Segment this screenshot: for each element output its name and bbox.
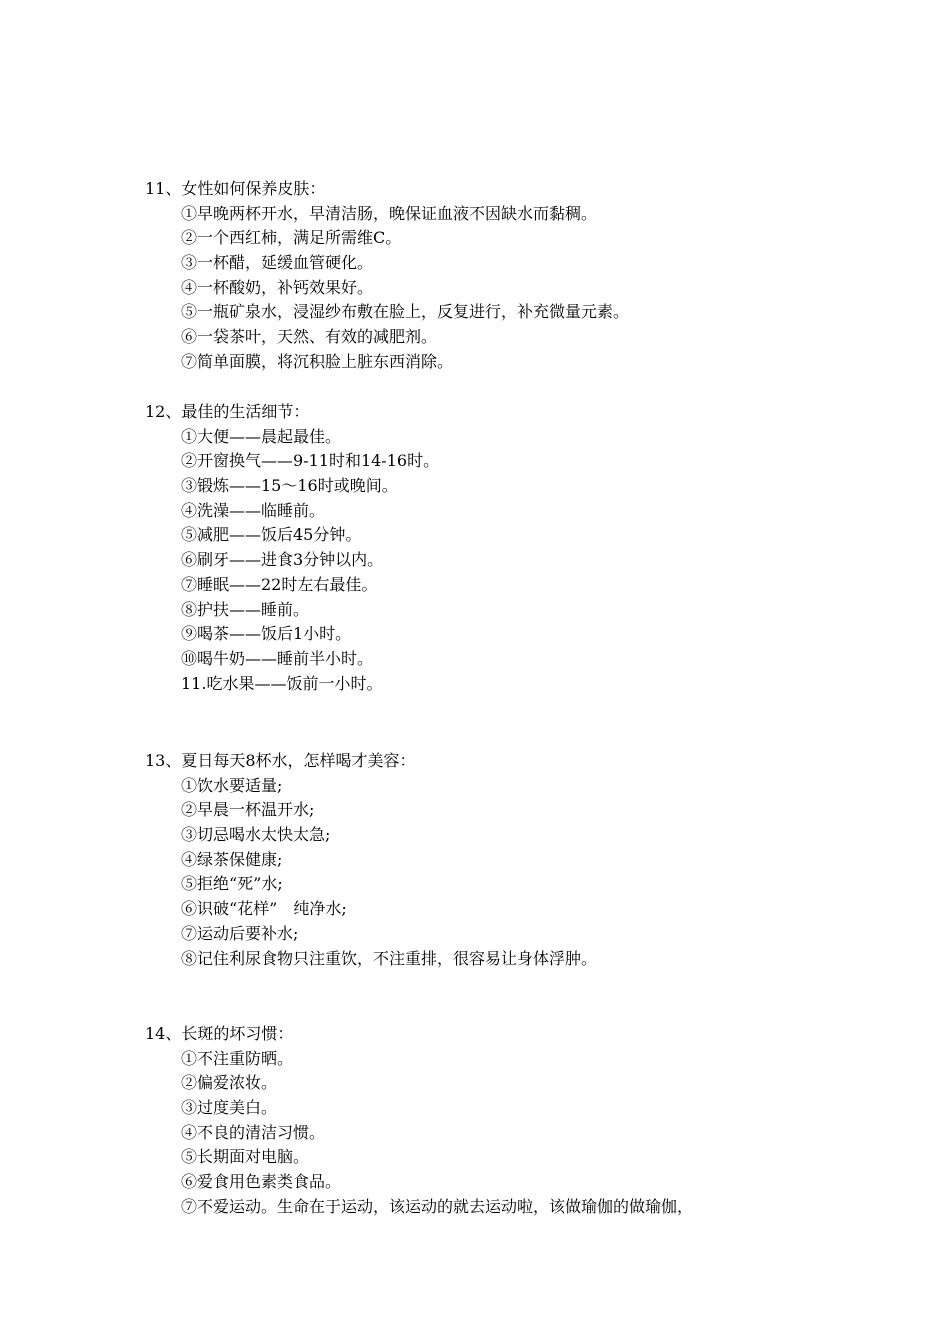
list-item: ⑤一瓶矿泉水，浸湿纱布敷在脸上，反复进行，补充微量元素。	[181, 302, 630, 322]
section-life-details	[145, 400, 439, 696]
list-item: ②开窗换气——9-11时和14-16时。	[181, 451, 440, 471]
list-item: ⑦简单面膜，将沉积脸上脏东西消除。	[181, 351, 454, 371]
list-item: ⑩喝牛奶——睡前半小时。	[181, 648, 374, 668]
list-item: ⑦不爱运动。生命在于运动，该运动的就去运动啦，该做瑜伽的做瑜伽，	[181, 1196, 694, 1216]
section-heading: 11、女性如何保养皮肤：	[145, 179, 326, 198]
list-item: ⑦睡眠——22时左右最佳。	[181, 574, 378, 594]
list-item: ②一个西红柿，满足所需维C。	[181, 228, 402, 248]
list-item: ④绿茶保健康;	[181, 849, 283, 869]
section-heading: 13、夏日每天8杯水，怎样喝才美容：	[145, 751, 416, 770]
list-item: 11.吃水果——饭前一小时。	[181, 673, 383, 693]
list-item: ⑥爱食用色素类食品。	[181, 1172, 342, 1192]
list-item: ⑤长期面对电脑。	[181, 1147, 310, 1167]
list-item: ①早晚两杯开水，早清洁肠，晚保证血液不因缺水而黏稠。	[181, 203, 598, 223]
list-item: ③一杯醋，延缓血管硬化。	[181, 253, 374, 273]
list-item: ⑤减肥——饭后45分钟。	[181, 525, 362, 545]
list-item: ⑥一袋茶叶，天然、有效的减肥剂。	[181, 327, 438, 347]
section-spot-habits	[145, 1022, 693, 1220]
list-item: ③切忌喝水太快太急;	[181, 825, 331, 845]
list-item: ⑥刷牙——进食3分钟以内。	[181, 550, 384, 570]
section-skin-care	[145, 177, 629, 375]
section-heading: 12、最佳的生活细节：	[145, 402, 310, 421]
list-item: ⑨喝茶——饭后1小时。	[181, 624, 352, 644]
list-item: ③锻炼——15～16时或晚间。	[181, 476, 398, 496]
list-item: ②早晨一杯温开水;	[181, 800, 315, 820]
list-item: ④一杯酸奶，补钙效果好。	[181, 277, 374, 297]
section-heading: 14、长斑的坏习惯：	[145, 1024, 294, 1043]
list-item: ②偏爱浓妆。	[181, 1073, 278, 1093]
list-item: ①大便——晨起最佳。	[181, 426, 342, 446]
list-item: ①不注重防晒。	[181, 1048, 294, 1068]
list-item: ⑧记住利尿食物只注重饮，不注重排，很容易让身体浮肿。	[181, 948, 598, 968]
list-item: ①饮水要适量;	[181, 775, 283, 795]
list-item: ④洗澡——临睡前。	[181, 500, 326, 520]
list-item: ⑤拒绝“死”水;	[181, 874, 283, 894]
list-item: ⑧护扶——睡前。	[181, 599, 310, 619]
list-item: ③过度美白。	[181, 1098, 278, 1118]
list-item: ⑦运动后要补水;	[181, 923, 299, 943]
list-item: ④不良的清洁习惯。	[181, 1122, 326, 1142]
section-summer-water	[145, 749, 597, 971]
list-item: ⑥识破“花样” 纯净水;	[181, 899, 347, 919]
